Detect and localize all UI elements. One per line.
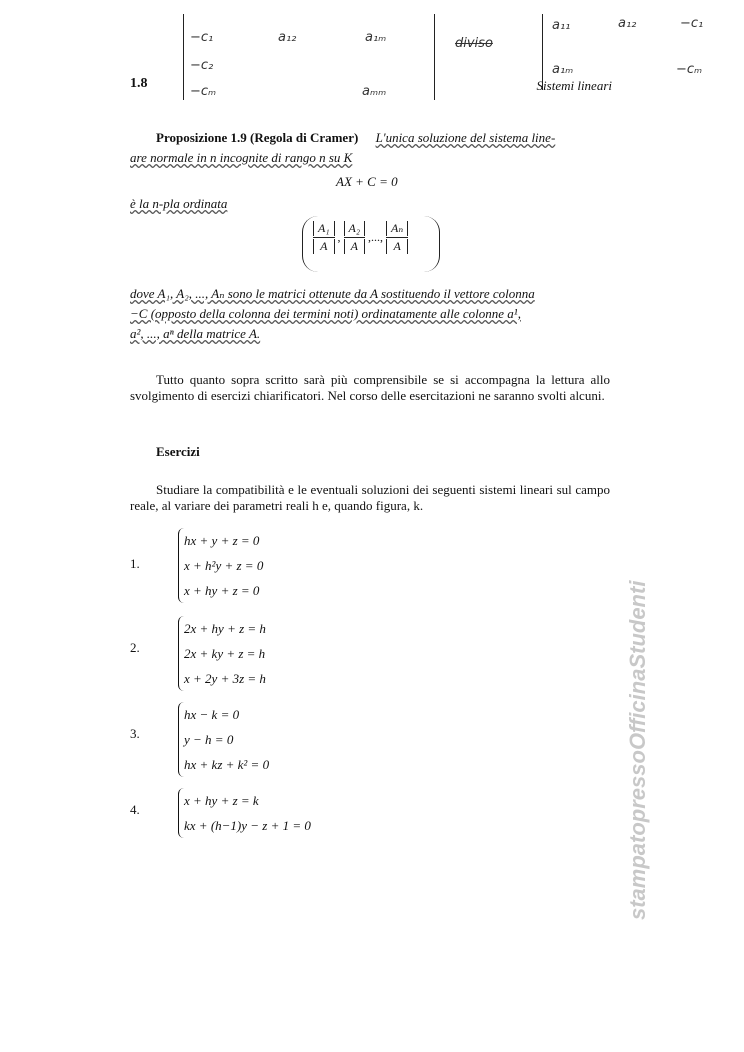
explanatory-paragraph: Tutto quanto sopra scritto sarà più comprensibile se si accompagna la lettura allo svolgimento di esercizi chiarificatori. Nel corso delle esercitazioni ne saranno svolti alcuni. (130, 372, 610, 403)
equation-line: x + hy + z = 0 (184, 583, 260, 598)
fraction-n (386, 220, 408, 255)
proposition (156, 130, 616, 146)
fraction-numerator: A₁ (313, 221, 335, 236)
handwritten-entry: −c₂ (190, 58, 214, 73)
exercise-number: 2. (130, 640, 140, 655)
equation-line: hx + kz + k² = 0 (184, 757, 270, 772)
page-number: 1.8 (130, 76, 148, 91)
exercises-intro: Studiare la compatibilità e le eventuali soluzioni dei seguenti sistemi lineari sul campo reale, al variare dei parametri reali h e, quando figura, k. (130, 482, 610, 513)
equation-line: kx + (h−1)y − z + 1 = 0 (184, 818, 311, 833)
proposition-title: Proposizione 1.9 (Regola di Cramer) (156, 130, 359, 145)
exercise-system-1 (178, 528, 263, 603)
handwritten-entry: a₁ₘ (365, 30, 387, 45)
fraction-denominator: A (313, 239, 335, 254)
where-line-3: a², ..., aⁿ della matrice A. (130, 326, 261, 341)
cramer-equation: AX + C = 0 (336, 174, 398, 189)
section-title: Sistemi lineari (536, 78, 612, 93)
handwritten-entry: a₁₂ (278, 30, 297, 45)
exercise-number: 1. (130, 556, 140, 571)
tuple-ellipsis: ,..., (368, 230, 384, 245)
fraction-numerator: Aₙ (386, 221, 408, 236)
equation-line: x + h²y + z = 0 (184, 558, 264, 573)
fraction-2 (344, 220, 366, 255)
equation-line: x + 2y + 3z = h (184, 671, 266, 686)
exercise-number: 3. (130, 726, 140, 741)
handwritten-entry: a₁ₘ (552, 62, 574, 77)
exercise-number: 4. (130, 802, 140, 817)
cramer-tuple: $\frac{\text{A₁}}{A}$ , $\frac{\text{A₂}}{A}$ ,..., $\frac{\text{Aₙ}}{A}$ (310, 220, 411, 255)
handwritten-note: diviso (455, 36, 493, 51)
where-line-2: −C (opposto della colonna dei termini noti) ordinatamente alle colonne a¹, (130, 306, 521, 321)
equation-line: hx − k = 0 (184, 707, 240, 722)
fraction-numerator: A₂ (344, 221, 366, 236)
equation-line: x + hy + z = k (184, 793, 259, 808)
n-tuple-label: è la n-pla ordinata (130, 196, 228, 211)
handwritten-entry: −cₘ (190, 84, 217, 99)
handwritten-entry: a₁₁ (552, 18, 571, 33)
exercise-system-3 (178, 702, 269, 777)
handwritten-entry: −c₁ (680, 16, 704, 31)
equation-line: hx + y + z = 0 (184, 533, 260, 548)
proposition-statement-2: are normale in n incognite di rango n su K (130, 150, 353, 165)
exercise-system-2 (178, 616, 266, 691)
equation-line: 2x + hy + z = h (184, 621, 266, 636)
fraction-1 (313, 220, 335, 255)
where-line-1: dove A₁, A₂, ..., Aₙ sono le matrici ottenute da A sostituendo il vettore colonna (130, 286, 535, 301)
handwritten-entry: −c₁ (190, 30, 214, 45)
exercises-heading: Esercizi (156, 444, 200, 459)
watermark-text: stampatopressoOfficinaStudenti (625, 580, 650, 920)
exercise-system-4 (178, 788, 311, 838)
handwritten-entry: a₁₂ (618, 16, 637, 31)
fraction-denominator: A (386, 239, 408, 254)
handwritten-matrix-left (183, 14, 435, 100)
equation-line: 2x + ky + z = h (184, 646, 266, 661)
handwritten-entry: −cₘ (676, 62, 703, 77)
equation-line: y − h = 0 (184, 732, 234, 747)
proposition-statement-1: L'unica soluzione del sistema line- (375, 130, 556, 145)
watermark (625, 540, 665, 920)
handwritten-entry: aₘₘ (362, 84, 387, 99)
fraction-denominator: A (344, 239, 366, 254)
